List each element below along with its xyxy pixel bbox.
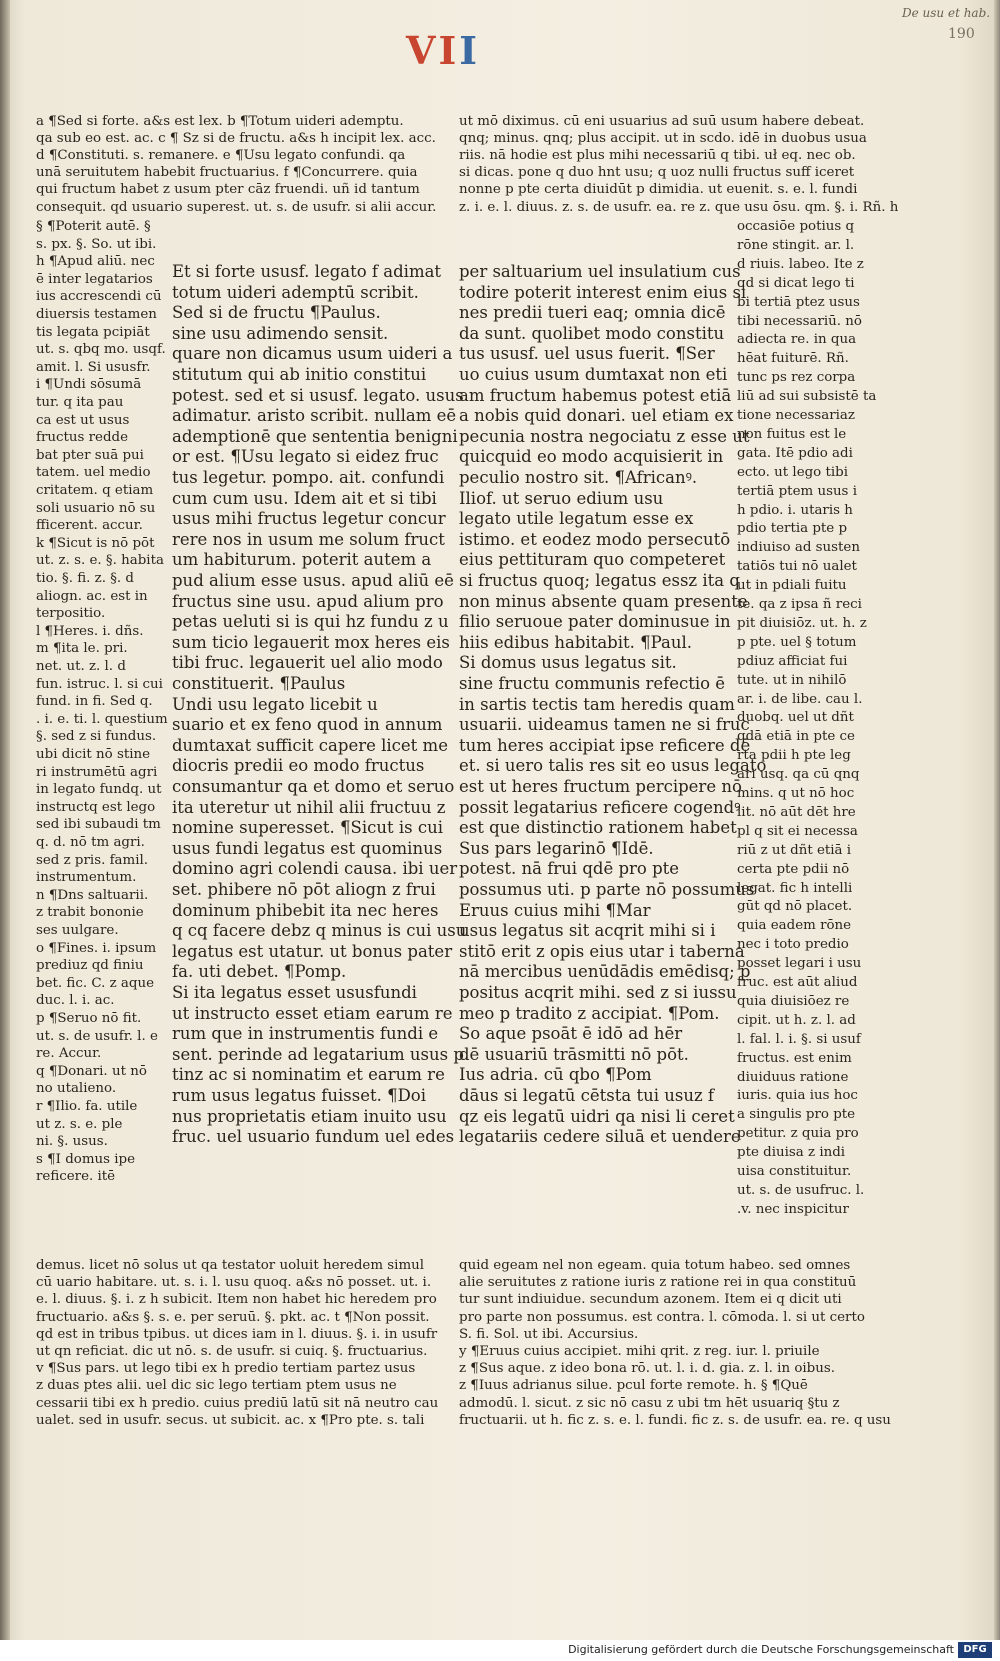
gloss-left-line: aliogn. ac. est in [36, 588, 148, 604]
main-col-2-line: quicquid eo modo acquisierit in [459, 447, 724, 467]
gloss-left-line: bat pter suā pui [36, 447, 144, 463]
main-col-2-line: am fructum habemus potest etiā [459, 385, 732, 405]
main-col-1-line: Et si forte ususf. legato f adimat [172, 262, 442, 281]
gloss-right-line: riū z ut dñt etiā i [737, 842, 852, 858]
gloss-right-line: gata. Itē pdio adi [737, 445, 853, 461]
main-col-1-line: cum cum usu. Idem ait et si tibi [172, 488, 437, 508]
gloss-right-line: indiuiso ad susten [737, 540, 860, 556]
gloss-right-line: te. qa z ipsa ñ reci [737, 597, 862, 612]
gloss-right-line: d riuis. labeo. Ite z [737, 256, 864, 272]
main-col-2-line: pecunia nostra negociatu z esse ut [459, 426, 750, 446]
gloss-right-line: adiecta re. in qua [737, 332, 857, 348]
main-col-1-line: set. phibere nō pōt aliogn z frui [172, 880, 436, 899]
gloss-right-line: certa pte pdii nō [737, 861, 850, 877]
main-col-1-line: Sed si de fructu ¶Paulus. [172, 303, 381, 323]
main-col-1-line: sine usu adimendo sensit. [172, 323, 389, 343]
gloss-left-line: l ¶Heres. i. dñs. [36, 623, 144, 639]
main-col-2-line: tus ususf. uel usus fuerit. ¶Ser [459, 344, 715, 364]
gloss-left-line: §. sed z si fundus. [36, 729, 157, 745]
gloss-right-line: p pte. uel § totum [737, 634, 857, 650]
gloss-left-line: reficere. itē [36, 1169, 116, 1185]
main-col-1-line: sum ticio legauerit mox heres eis [172, 632, 450, 652]
gloss-left-line: n ¶Dns saltuarii. [36, 887, 149, 903]
gloss-left-line: net. ut. z. l. d [36, 659, 126, 674]
main-col-2-line: dāus si legatū cētsta tui usuz f [459, 1086, 715, 1105]
gloss-left-line: fund. in fi. Sed q. [36, 694, 153, 710]
main-col-2-line: meo p tradito z accipiat. ¶Pom. [459, 1003, 720, 1023]
main-col-2-line: sine fructu communis refectio ē [459, 674, 726, 693]
gloss-bottom-right-line: pro parte non possumus. est contra. l. cōmoda. l. si ut certo [459, 1309, 865, 1325]
main-col-2-line: usus legatus sit acqrit mihi si i [459, 921, 716, 941]
gloss-left-line: ri instrumētū agri [36, 764, 158, 780]
folio-heading-blue: I [459, 28, 481, 73]
gloss-left-line: instrumentum. [36, 870, 137, 886]
gloss-right-line: pl q sit ei necessa [737, 823, 858, 839]
gloss-bottom-left-line: e. l. diuus. §. i. z h subicit. Item non habet hic heredem pro [36, 1292, 437, 1308]
gloss-left-line: prediuz qd finiu [36, 958, 144, 974]
main-col-1-line: domino agri colendi causa. ibi uer [172, 859, 458, 879]
main-col-1-line: usus fundi legatus est quominus [172, 838, 443, 858]
main-col-1-line: stitutum qui ab initio constitui [172, 365, 427, 384]
main-col-2-line: So aque psoāt ē idō ad hēr [459, 1024, 683, 1044]
gloss-bottom-right-line: alie seruitutes z ratione iuris z ratione rei in qua constituū [459, 1275, 857, 1291]
gloss-right-line: rōne stingit. ar. l. [737, 237, 855, 253]
main-col-1-line: totum uideri ademptū scribit. [172, 282, 419, 302]
gloss-left-line: fructus redde [36, 430, 129, 446]
main-col-2-line: potest. nā frui qdē pro pte [459, 859, 680, 879]
main-col-2-line: nā mercibus uenūdādis emēdisq; p [459, 962, 751, 982]
gloss-left-line: z trabit bononie [36, 905, 144, 921]
main-col-2-line: peculio nostro sit. ¶Africanꝰ. [459, 468, 698, 487]
gloss-right-line: fructus. est enim [737, 1050, 852, 1066]
gloss-right-line: fruc. est aūt aliud [737, 975, 858, 990]
gloss-top-right-line: z. i. e. l. diuus. z. s. de usufr. ea. re z. que usu ōsu. qm. §. i. Rñ. h [459, 199, 899, 215]
gloss-top-right-line: nonne p pte certa diuidūt p dimidia. ut euenit. s. e. l. fundi [459, 182, 858, 198]
gloss-bottom-left-line: demus. licet nō solus ut qa testator uoluit heredem simul [36, 1258, 425, 1273]
main-col-2-line: Ius adria. cū qbo ¶Pom [459, 1065, 652, 1085]
main-col-2-line: Si domus usus legatus sit. [459, 653, 677, 673]
main-col-2-line: filio seruoue pater dominusue in [459, 612, 731, 632]
main-col-1-line: rum que in instrumentis fundi e [172, 1024, 439, 1044]
gloss-top-left-line: qui fructum habet z usum pter cāz fruendi. uñ id tantum [36, 182, 420, 198]
main-col-1-line: fructus sine usu. apud alium pro [172, 591, 444, 611]
gloss-top-left-line: consequit. qd usuario superest. ut. s. de usufr. si alii accur. [36, 199, 437, 215]
page-edge [994, 0, 1000, 1640]
gloss-right-line: petitur. z quia pro [737, 1126, 859, 1142]
main-col-2-line: est que distinctio rationem habet [459, 818, 737, 838]
gloss-left-line: ē inter legatarios [36, 271, 153, 287]
gloss-left-line: re. Accur. [36, 1046, 102, 1062]
gloss-left-line: k ¶Sicut is nō pōt [36, 535, 155, 551]
gloss-right-line: tibi necessariū. nō [737, 313, 862, 329]
gloss-left-line: i ¶Undi sōsumā [36, 377, 142, 393]
main-col-2-line: legatariis cedere siluā et uendere [459, 1127, 741, 1147]
gloss-right-line: hēat fuiturē. Rñ. [737, 351, 849, 367]
main-col-2-line: in sartis tectis tam heredis quam [459, 694, 735, 714]
gloss-bottom-right-line: fructuarii. ut h. fic z. s. e. l. fundi. fic z. s. de usufr. ea. re. q usu [459, 1412, 891, 1428]
gloss-right-line: ut. s. de usufruc. l. [737, 1182, 865, 1198]
gloss-right-line: tertiā ptem usus i [737, 483, 857, 499]
gloss-top-left-line: unā seruitutem habebit fructuarius. f ¶Concurrere. quia [36, 165, 418, 181]
gloss-right-line: gūt qd nō placet. [737, 899, 853, 915]
gloss-right-line: uisa constituitur. [737, 1164, 852, 1179]
gloss-bottom-left-line: cessarii tibi ex h predio. cuius prediū latū sit nā neutro cau [36, 1395, 439, 1411]
main-col-1-line: nomine superesset. ¶Sicut is cui [172, 818, 443, 838]
gloss-left-line: amit. l. Si ususfr. [36, 359, 151, 375]
gloss-left-line: r ¶Ilio. fa. utile [36, 1099, 138, 1114]
gloss-right-line: cipit. ut h. z. l. ad [737, 1012, 856, 1028]
main-col-1-line: suario et ex feno quod in annum [172, 715, 443, 735]
gloss-left-line: ni. §. usus. [36, 1134, 108, 1150]
main-col-1-line: Si ita legatus esset ususfundi [172, 983, 417, 1002]
gloss-left-line: in legato fundq. ut [36, 782, 162, 798]
gloss-left-line: ut. s. qbq mo. usqf. [36, 342, 166, 358]
main-col-1-line: um habiturum. poterit autem a [172, 550, 432, 570]
gloss-bottom-left-line: qd est in tribus tpibus. ut dices iam in l. diuus. §. i. in usufr [36, 1326, 438, 1342]
main-col-2-line: legato utile legatum esse ex [459, 509, 694, 529]
gloss-right-line: tione necessariaz [737, 408, 855, 423]
main-col-1-line: tibi fruc. legauerit uel alio modo [172, 653, 443, 673]
gloss-right-line: .v. nec inspicitur [737, 1201, 849, 1217]
main-col-2-line: stitō erit z opis eius utar i taberna [459, 941, 745, 961]
gloss-left-line: m ¶ita le. pri. [36, 641, 128, 657]
gloss-right-line: pdio tertia pte p [737, 521, 848, 537]
main-col-2-line: et. si uero talis res sit eo usus legato [459, 756, 767, 776]
main-col-2-line: da sunt. quolibet modo constitu [459, 323, 725, 343]
main-col-2-line: tum heres accipiat ipse reficere dē [459, 735, 751, 755]
main-col-1-line: or est. ¶Usu legato si eidez fruc [172, 447, 439, 467]
main-col-2-line: possit legatarius reficere cogendꝰ [459, 797, 741, 817]
page-gutter [0, 0, 10, 1640]
main-col-2-line: dē usuariū trāsmitti nō pōt. [459, 1044, 689, 1064]
main-col-2-line: possumus uti. p parte nō possumus [459, 880, 755, 899]
main-col-1-line: legatus est utatur. ut bonus pater [172, 941, 453, 961]
gloss-left-line: ses uulgare. [36, 923, 119, 938]
gloss-right-line: quia diuisiōez re [737, 993, 850, 1009]
main-col-1-line: tinz ac si nominatim et earum re [172, 1065, 445, 1085]
main-col-2-line: positus acqrit mihi. sed z si iussu [459, 983, 737, 1002]
gloss-right-line: pdiuz afficiat fui [737, 653, 848, 669]
main-col-2-line: eius pettituram quo competeret [459, 550, 726, 570]
gloss-right-line: bi tertiā ptez usus [737, 294, 860, 310]
main-col-1-line: fruc. uel usuario fundum uel edes [172, 1127, 455, 1147]
main-col-1-line: nus proprietatis etiam inuito usu [172, 1106, 447, 1126]
main-col-2-line: hiis edibus habitabit. ¶Paul. [459, 632, 692, 652]
main-col-1-line: usus mihi fructus legetur concur [172, 509, 446, 529]
main-col-1-line: ademptionē que sententia benigni [172, 426, 458, 446]
main-col-1-line: adimatur. aristo scribit. nullam eē [172, 406, 457, 426]
gloss-right-line: duobq. uel ut dñt [737, 710, 854, 726]
gloss-right-line: tute. ut in nihilō [737, 672, 847, 688]
gloss-bottom-left-line: z duas ptes alii. uel dic sic lego tertiam ptem usus ne [36, 1378, 397, 1394]
gloss-right-line: tunc ps rez corpa [737, 370, 856, 386]
gloss-right-line: nec i toto predio [737, 937, 849, 953]
gloss-left-line: ut. z. s. e. §. habita [36, 553, 164, 569]
gloss-left-line: ut z. s. e. ple [36, 1116, 123, 1132]
gloss-left-line: tatem. uel medio [36, 465, 151, 481]
gloss-left-line: fun. istruc. l. si cui [36, 676, 163, 692]
gloss-right-line: tatiōs tui nō ualet [737, 559, 857, 575]
gloss-right-line: h pdio. i. utaris h [737, 502, 853, 518]
main-col-2-line: per saltuarium uel insulatium cus [459, 262, 741, 281]
footer-bar [0, 1640, 1000, 1661]
main-col-2-line: est ut heres fructum percipere nō [459, 777, 742, 796]
gloss-top-left-line: qa sub eo est. ac. c ¶ Sz si de fructu. a&s h incipit lex. acc. [36, 131, 436, 147]
gloss-left-line: bet. fic. C. z aque [36, 975, 155, 991]
main-col-1-line: pud alium esse usus. apud aliū eē [172, 571, 454, 590]
main-col-1-line: diocris predii eo modo fructus [172, 756, 425, 776]
gloss-bottom-right-line: y ¶Eruus cuius accipiet. mihi qrit. z reg. iur. l. priuile [459, 1344, 820, 1359]
main-col-1-line: q cq facere debz q minus is cui usu [172, 921, 467, 941]
main-col-2-line: usuarii. uideamus tamen ne si fruc [459, 715, 750, 735]
folio-heading [406, 28, 480, 73]
main-col-1-line: potest. sed et si ususf. legato. usus [172, 385, 464, 405]
gloss-bottom-right-line: admodū. l. sicut. z sic nō casu z ubi tm hēt usuariq §tu z [459, 1395, 840, 1411]
gloss-right-line: quia eadem rōne [737, 918, 852, 934]
gloss-left-line: sed ibi subaudi tm [36, 817, 161, 833]
main-col-2-line: Sus pars legarinō ¶Idē. [459, 838, 654, 858]
gloss-right-line: mins. q ut nō hoc [737, 786, 855, 801]
gloss-top-right-line: ut mō diximus. cū eni usuarius ad suū usum habere debeat. [459, 114, 865, 129]
gloss-bottom-left-line: v ¶Sus pars. ut lego tibi ex h predio tertiam partez usus [36, 1361, 416, 1377]
gloss-bottom-right-line: z ¶Iuus adrianus silue. pcul forte remote. h. § ¶Quē [459, 1378, 808, 1394]
main-col-1-line: tus legetur. pompo. ait. confundi [172, 468, 445, 487]
gloss-left-line: tur. q ita pau [36, 395, 124, 410]
main-col-2-line: nes predii tueri eaq; omnia dicē [459, 303, 726, 323]
gloss-bottom-left-line: fructuario. a&s §. s. e. per seruū. §. pkt. ac. t ¶Non possit. [36, 1309, 430, 1325]
gloss-right-line: qdā etiā in pte ce [737, 729, 855, 745]
gloss-bottom-right-line: S. fi. Sol. ut ibi. Accursius. [459, 1326, 639, 1342]
main-col-1-line: dominum phibebit ita nec heres [172, 900, 439, 920]
gloss-bottom-left-line: ualet. sed in usufr. secus. ut subicit. ac. x ¶Pro pte. s. tali [36, 1412, 425, 1428]
main-col-1-line: fa. uti debet. ¶Pomp. [172, 962, 347, 982]
gloss-bottom-right-line: quid egeam nel non egeam. quia totum habeo. sed omnes [459, 1258, 851, 1273]
gloss-left-line: terpositio. [36, 606, 106, 622]
main-col-2-line: non minus absente quam presente [459, 591, 748, 611]
gloss-bottom-left-line: cū uario habitare. ut. s. i. l. usu quoq. a&s nō posset. ut. i. [36, 1275, 432, 1291]
page-number: 190 [948, 26, 975, 42]
main-col-1-line: constituerit. ¶Paulus [172, 674, 346, 693]
gloss-right-line: ari usq. qa cū qnq [737, 767, 860, 783]
gloss-left-line: s. px. §. So. ut ibi. [36, 236, 157, 252]
gloss-bottom-left-line: ut qn reficiat. dic ut nō. s. de usufr. si cuiq. §. fructuarius. [36, 1344, 428, 1359]
gloss-right-line: legat. fic h intelli [737, 880, 853, 896]
gloss-left-line: tis legata pcipiāt [36, 324, 150, 340]
gloss-right-line: rta pdii h pte leg [737, 748, 851, 764]
gloss-top-right-line: qnq; minus. qnq; plus accipit. ut in scdo. idē in duobus usua [459, 131, 867, 147]
gloss-right-line: liū ad sui subsistē ta [737, 389, 877, 405]
gloss-left-line: instructq est lego [36, 799, 156, 815]
gloss-left-line: sed z pris. famil. [36, 852, 149, 868]
gloss-left-line: duc. l. i. ac. [36, 993, 115, 1009]
gloss-right-line: pit diuisiōz. ut. h. z [737, 615, 867, 631]
dfg-logo: DFG [958, 1642, 992, 1658]
gloss-top-right-line: riis. nā hodie est plus mihi necessariū q tibi. uł eq. nec ob. [459, 148, 856, 164]
gloss-left-line: p ¶Seruo nō fit. [36, 1011, 142, 1026]
gloss-left-line: tio. §. fi. z. §. d [36, 571, 135, 586]
gloss-right-line: ar. i. de libe. cau l. [737, 691, 863, 707]
gloss-bottom-right-line: z ¶Sus aque. z ideo bona rō. ut. l. i. d. gia. z. l. in oibus. [459, 1361, 835, 1377]
gloss-top-left-line: a ¶Sed si forte. a&s est lex. b ¶Totum uideri ademptu. [36, 114, 404, 129]
gloss-left-line: diuersis testamen [36, 307, 157, 322]
main-col-2-line: qz eis legatū uidri qa nisi li ceret [459, 1106, 735, 1126]
gloss-left-line: no utalieno. [36, 1081, 117, 1097]
gloss-right-line: diuiduus ratione [737, 1069, 849, 1085]
gloss-left-line: h ¶Apud aliū. nec [36, 254, 155, 270]
main-col-1-line: rere nos in usum me solum fruct [172, 529, 445, 549]
main-col-2-line: Iliof. ut seruo edium usu [459, 488, 664, 508]
gloss-right-line: iuris. quia ius hoc [737, 1088, 858, 1104]
main-col-1-line: petas ueluti si is qui hz fundu z u [172, 612, 449, 632]
gloss-left-line: s ¶I domus ipe [36, 1151, 136, 1167]
gloss-right-line: l. fal. l. i. §. si usuf [737, 1031, 861, 1047]
main-col-1-line: quare non dicamus usum uideri a [172, 344, 453, 364]
gloss-left-line: soli usuario nō su [36, 500, 156, 516]
gloss-left-line: q. d. nō tm agri. [36, 835, 145, 850]
main-col-2-line: istimo. et eodez modo persecutō [459, 529, 731, 549]
gloss-right-line: posset legari i usu [737, 956, 862, 972]
gloss-left-line: . i. e. ti. l. questium [36, 711, 168, 727]
gloss-bottom-right-line: tur sunt indiuidue. secundum azonem. Item ei q dicit uti [459, 1292, 842, 1308]
gloss-right-line: ecto. ut lego tibi [737, 464, 849, 480]
main-col-1-line: ita uteretur ut nihil alii fructuu z [172, 797, 446, 817]
main-col-1-line: Undi usu legato licebit u [172, 694, 378, 714]
gloss-right-line: occasiōe potius q [737, 219, 855, 234]
gloss-right-line: ut in pdiali fuitu [737, 578, 847, 594]
gloss-left-line: fficerent. accur. [36, 518, 143, 534]
gloss-top-left-line: d ¶Constituti. s. remanere. e ¶Usu legato confundi. qa [36, 148, 406, 164]
gloss-left-line: ca est ut usus [36, 412, 130, 428]
gloss-left-line: ubi dicit nō stine [36, 747, 151, 762]
gloss-right-line: non fuitus est le [737, 426, 847, 442]
main-col-2-line: a nobis quid donari. uel etiam ex [459, 406, 734, 426]
folio-heading-red: VI [406, 28, 460, 73]
gloss-left-line: ut. s. de usufr. l. e [36, 1028, 158, 1044]
main-col-1-line: consumantur qa et domo et seruo [172, 777, 455, 796]
gloss-left-line: ius accrescendi cū [36, 289, 162, 305]
main-col-1-line: rum usus legatus fuisset. ¶Doi [172, 1086, 427, 1105]
main-col-2-line: uo cuius usum dumtaxat non eti [459, 365, 728, 384]
main-col-2-line: todire poterit interest enim eius si [459, 282, 747, 302]
gloss-left-line: o ¶Fines. i. ipsum [36, 940, 157, 956]
gloss-left-line: critatem. q etiam [36, 483, 154, 498]
gloss-top-right-line: si dicas. pone q duo hnt usu; q uoz nulli fructus suff iceret [459, 165, 855, 181]
main-col-1-line: sent. perinde ad legatarium usus p [172, 1044, 464, 1064]
gloss-left-line: § ¶Poterit autē. § [36, 219, 151, 234]
main-col-2-line: Eruus cuius mihi ¶Mar [459, 900, 651, 920]
gloss-right-line: lit. nō aūt dēt hre [737, 804, 856, 820]
running-head: De usu et hab. [902, 6, 991, 20]
gloss-right-line: a singulis pro pte [737, 1107, 856, 1123]
main-col-1-line: ut instructo esset etiam earum re [172, 1003, 453, 1023]
gloss-right-line: pte diuisa z indi [737, 1145, 846, 1161]
main-col-2-line: si fructus quoq; legatus essz ita q [459, 571, 740, 590]
digitization-credit: Digitalisierung gefördert durch die Deutsche Forschungsgemeinschaft [568, 1643, 954, 1656]
gloss-right-line: qd si dicat lego ti [737, 275, 855, 291]
gloss-left-line: q ¶Donari. ut nō [36, 1063, 147, 1079]
main-col-1-line: dumtaxat sufficit capere licet me [172, 735, 448, 755]
